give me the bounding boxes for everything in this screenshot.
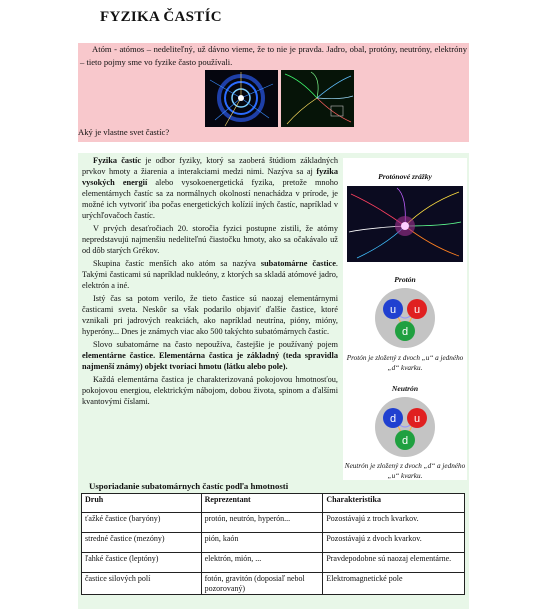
- column-header: Reprezentant: [201, 494, 323, 513]
- intro-text: Atóm - atómos – nedeliteľný, už dávno vieme, že to nie je pravda. Jadro, obal, protóny, neutróny, elektróny – tieto pojmy sme vo fyzike často používali.: [80, 44, 467, 67]
- table-cell: fotón, gravitón (doposiaľ nebol pozorovaný): [201, 573, 323, 595]
- collision-tracks-image: [281, 70, 354, 127]
- paragraph-3-text-a: Skupina častíc menších ako atóm sa nazýva: [93, 259, 261, 268]
- term-high-energy-physics: fyzika vysokých energií: [82, 167, 338, 187]
- proton-quark-2: u: [413, 304, 421, 316]
- table-cell: elektrón, mión, ...: [201, 553, 323, 573]
- caption-neutron: Neutrón: [391, 384, 419, 393]
- paragraph-5: [82, 339, 338, 372]
- intro-box: [78, 43, 469, 142]
- paragraph-3: [82, 258, 338, 291]
- table-title: Usporiadanie subatomárnych častíc podľa hmotnosti: [89, 481, 289, 491]
- term-elementary-particles: elementárne častice. Elementárna častica je základný (teda spravidla najmenší známy) objekt tvoriaci hmotu (látku alebo pole).: [82, 351, 338, 371]
- article-text: [82, 155, 338, 409]
- table-cell: stredné častice (mezóny): [82, 533, 202, 553]
- paragraph-1: [82, 155, 338, 221]
- neutron-quark-3: d: [401, 435, 409, 447]
- table-header-row: [82, 494, 465, 513]
- table-cell: Pozostávajú z dvoch kvarkov.: [323, 533, 465, 553]
- paragraph-5-text-a: Slovo subatomárne na často nepoužíva, častejšie je používaný pojem: [93, 340, 338, 349]
- term-subatomic-particles: subatomárne častice: [260, 259, 336, 268]
- table-cell: Pozostávajú z troch kvarkov.: [323, 513, 465, 533]
- particle-table: [81, 493, 465, 595]
- proton-collision-image: [347, 186, 463, 262]
- column-header: Charakteristika: [323, 494, 465, 513]
- column-header: Druh: [82, 494, 202, 513]
- term-particle-physics: Fyzika častíc: [93, 156, 142, 165]
- table-row: [82, 513, 465, 533]
- neutron-quark-1: d: [389, 413, 397, 425]
- table-row: [82, 573, 465, 595]
- neutron-quark-2: u: [413, 413, 421, 425]
- paragraph-1-text-b: alebo vysokoenergetická fyzika, pretože mnoho elementárnych častíc sa za normálnych okolností nenachádza v prírode, je možné ich vytvoriť iba počas energetických kolízií iných častíc, napríklad v urýchľovačoch častíc.: [82, 178, 338, 220]
- proton-quark-3: d: [401, 326, 409, 338]
- neutron-diagram: [374, 396, 436, 458]
- caption-proton: Protón: [394, 275, 416, 284]
- table-cell: ťažké častice (baryóny): [82, 513, 202, 533]
- table-row: [82, 533, 465, 553]
- proton-diagram: [374, 287, 436, 349]
- page-title: FYZIKA ČASTÍC: [100, 9, 222, 25]
- proton-quark-1: u: [389, 304, 397, 316]
- caption-proton-collisions: Protónové zrážky: [378, 172, 432, 181]
- neutron-description: Neutrón je zložený z dvoch „d“ a jedného „u“ kvarku.: [344, 462, 466, 480]
- table-cell: ľahké častice (leptóny): [82, 553, 202, 573]
- table-row: [82, 553, 465, 573]
- table-cell: Elektromagnetické pole: [323, 573, 465, 595]
- table-cell: častice silových polí: [82, 573, 202, 595]
- paragraph-6: Každá elementárna častica je charakterizovaná pokojovou hmotnosťou, pokojovou energiou, elektrickým nábojom, dobou života, spinom a ďalšími kvantovými číslami.: [82, 375, 338, 406]
- table-cell: Pravdepodobne sú naozaj elementárne.: [323, 553, 465, 573]
- detector-image: [205, 70, 278, 127]
- paragraph-2: V prvých desaťročiach 20. storočia fyzici postupne zistili, že atómy nepredstavujú najmenšiu nedeliteľnú čiastočku hmoty, ako sa očakávalo už od dôb starých Grékov.: [82, 224, 338, 255]
- paragraph-3-text-b: . Takými časticami sú napríklad nukleóny, z ktorých sa skladá atómové jadro, elektrón a iné.: [82, 259, 338, 290]
- main-section: [78, 153, 469, 609]
- paragraph-1-text-a: je odbor fyziky, ktorý sa zaoberá štúdiom základných prvkov hmoty a žiarenia a interakciami medzi nimi. Nazýva sa aj: [82, 156, 338, 176]
- intro-question: Aký je vlastne svet častíc?: [78, 127, 170, 137]
- proton-description: Protón je zložený z dvoch „u“ a jedného „d“ kvarku.: [346, 354, 464, 372]
- sidebar-figures: [343, 158, 467, 480]
- table-cell: protón, neutrón, hyperón...: [201, 513, 323, 533]
- paragraph-4: Istý čas sa potom verilo, že tieto častice sú naozaj elementárnymi časticami sveta. Neskôr sa však podarilo objaviť ďalšie častice, ktoré vznikali pri jadrových reakciách, ako napríklad neutrína, pióny, mióny, hyperóny... Dnes je známych viac ako 500 takýchto subatómárnych častíc.: [82, 294, 338, 336]
- table-cell: pión, kaón: [201, 533, 323, 553]
